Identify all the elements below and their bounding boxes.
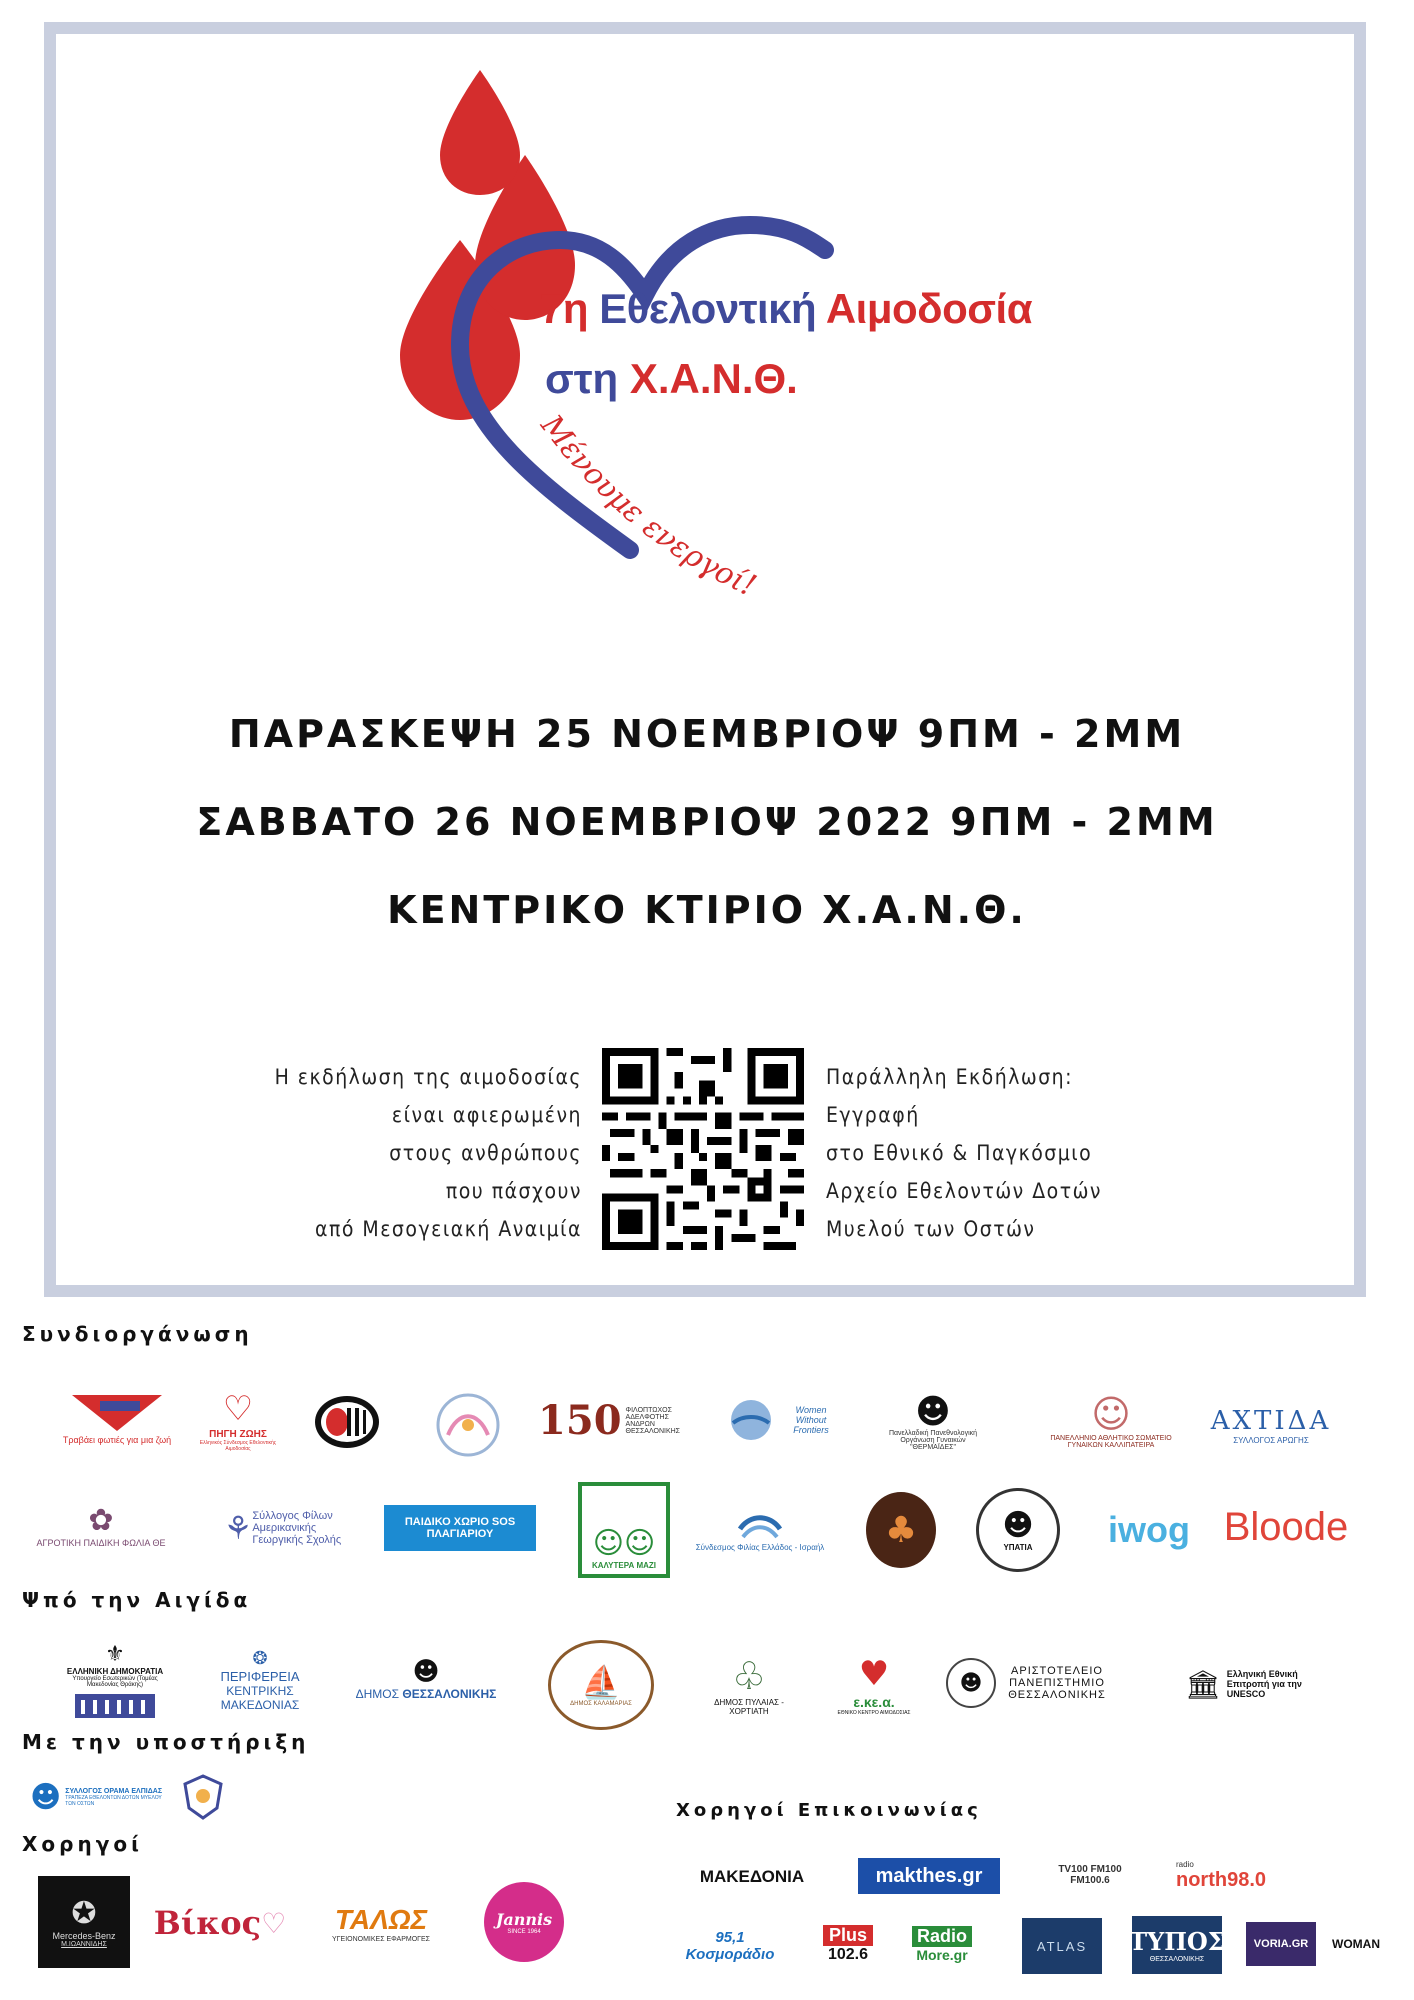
aristotle-seal-icon: ☻ bbox=[946, 1658, 996, 1708]
ship-icon: ⛵ bbox=[581, 1663, 621, 1701]
logo-woman: WOMAN bbox=[1332, 1937, 1380, 1951]
tree-columns-icon: ♧ bbox=[731, 1654, 767, 1698]
logo-typos: ΤΥΠΟΣ ΘΕΣΣΑΛΟΝΙΚΗΣ bbox=[1132, 1916, 1222, 1974]
logo-filoptochos-150: 150 ΦΙΛΟΠΤΩΧΟΣ ΑΔΕΛΦΟΤΗΣ ΑΝΔΡΩΝ ΘΕΣΣΑΛΟΝΙΚΗΣ bbox=[538, 1397, 680, 1444]
logo-thermaides: ☻ Πανελλαδική Πανεθνολογική Οργάνωση Γυναικών "ΘΕΡΜΑΪΔΕΣ" bbox=[888, 1392, 978, 1451]
filoptochos-icon bbox=[433, 1390, 503, 1460]
blood-heart-logo bbox=[340, 45, 860, 625]
logo-elliniki-dimokratia: ⚜ ΕΛΛΗΝΙΚΗ ΔΗΜΟΚΡΑΤΙΑ Υπουργείο Εσωτερικών (Τομέας Μακεδονίας Θράκης) bbox=[56, 1630, 174, 1730]
slogan-text: Μένουμε ενεργοί! bbox=[533, 408, 762, 604]
logo-sfag: ⚘ Σύλλογος Φίλων Αμερικανικής Γεωργικής Σχολής bbox=[223, 1508, 342, 1547]
logo-dimos-kalamarias: ⛵ ΔΗΜΟΣ ΚΑΛΑΜΑΡΙΑΣ bbox=[548, 1640, 654, 1730]
title-line-2: στη Χ.Α.Ν.Θ. bbox=[545, 355, 798, 402]
logo-sos-village: ΠΑΙΔΙΚΟ ΧΩΡΙΟ SOS ΠΛΑΓΙΑΡΙΟΥ bbox=[384, 1505, 536, 1551]
building-icon bbox=[75, 1688, 155, 1718]
mercedes-star-icon: ✪ bbox=[71, 1896, 97, 1931]
logo-kosmoradio: 95,1 Κοσμοράδιο bbox=[685, 1929, 775, 1963]
striped-circle-icon bbox=[311, 1390, 383, 1450]
flag-swirl-icon bbox=[735, 1509, 785, 1543]
shield-icon bbox=[183, 1774, 223, 1820]
logo-atlas: ATLAS bbox=[1022, 1918, 1102, 1974]
blood-drop-small bbox=[440, 70, 520, 195]
alexander-head-icon: ☻ bbox=[412, 1657, 440, 1687]
logo-axtida: ΑΧΤΙΔΑ ΣΥΛΛΟΓΟΣ ΑΡΩΓΗΣ bbox=[1210, 1405, 1332, 1445]
section-support: Με την υποστήριξη bbox=[22, 1730, 310, 1754]
section-media-sponsors: Χορηγοί Επικοινωνίας bbox=[676, 1800, 982, 1821]
logo-agrotiki-paidiki: ✿ ΑΓΡΟΤΙΚΗ ΠΑΙΔΙΚΗ ΦΩΛΙΑ ΘΕ bbox=[36, 1502, 166, 1548]
emblem-icon: ⚜ bbox=[105, 1642, 125, 1667]
logo-plus: Plus 102.6 bbox=[818, 1914, 878, 1974]
logo-tv100: TV100 FM100 FM100.6 bbox=[1058, 1864, 1122, 1886]
flower-icon: ✿ bbox=[88, 1502, 114, 1538]
ekea-heart-icon: ♥ bbox=[858, 1654, 890, 1694]
section-aegis: Ψπό την Αιγίδα bbox=[22, 1588, 252, 1612]
people-icon: ☻ bbox=[30, 1779, 62, 1815]
dedication-text: Η εκδήλωση της αιμοδοσίας είναι αφιερωμένη στους ανθρώπους που πάσχουν από Μεσογειακή Αναιμία bbox=[274, 1065, 582, 1241]
logo-kallipateira: ☺ ΠΑΝΕΛΛΗΝΙΟ ΑΘΛΗΤΙΚΟ ΣΩΜΑΤΕΙΟ ΓΥΝΑΙΚΩΝ ΚΑΛΛΙΠΑΤΕΙΡΑ bbox=[1050, 1391, 1172, 1449]
vikos-heart-icon: ♡ bbox=[261, 1906, 287, 1940]
logo-ypatia: ☻ ΥΠΑΤΙΑ bbox=[976, 1488, 1060, 1572]
section-sponsors: Χορηγοί bbox=[22, 1832, 143, 1856]
qr-code[interactable] bbox=[602, 1048, 804, 1250]
goddess-head-icon: ☺ bbox=[1091, 1391, 1131, 1436]
logo-makthes: makthes.gr bbox=[858, 1858, 1000, 1894]
logo-shield bbox=[180, 1772, 226, 1822]
logo-women-without-frontiers: Women Without Frontiers bbox=[706, 1385, 856, 1455]
logo-north98: radio north98.0 bbox=[1175, 1860, 1267, 1891]
logo-tree-circle bbox=[866, 1492, 936, 1568]
logo-pigi-zois: ♡ ΠΗΓΗ ΖΩΗΣ Ελληνικός Σύνδεσμος Εθελοντικής Αιμοδοσίας bbox=[199, 1388, 277, 1452]
event-venue: ΚΕΝΤΡΙΚΟ ΚΤΙΡΙΟ Χ.Α.Ν.Θ. bbox=[387, 888, 1027, 932]
bust-icon: ☻ bbox=[1002, 1508, 1034, 1543]
logo-mercedes: ✪ Mercedes-Benz Μ.ΙΩΑΝΝΙΔΗΣ bbox=[38, 1876, 130, 1968]
xanth-triangle-icon bbox=[72, 1395, 162, 1431]
tree-icon: ♣ bbox=[884, 1509, 918, 1551]
hands-globe-icon bbox=[721, 1395, 781, 1445]
logo-perifereia: ❂ ΠΕΡΙΦΕΡΕΙΑ ΚΕΝΤΡΙΚΗΣ ΜΑΚΕΔΟΝΙΑΣ bbox=[220, 1648, 300, 1712]
logo-israel-friendship: Σύνδεσμος Φιλίας Ελλάδος - Ισραήλ bbox=[690, 1500, 830, 1560]
logo-xanth: Τραβάει φωτιές για μια ζωή bbox=[62, 1385, 172, 1455]
kids-icon: ☺☺ bbox=[592, 1526, 656, 1561]
event-date-2: ΣΑΒΒΑΤΟ 26 ΝΟΕΜΒΡΙΟΨ 2022 9ΠΜ - 2ΜΜ bbox=[196, 800, 1218, 844]
lavender-icon: ⚘ bbox=[223, 1508, 253, 1547]
logo-ellinikos-syllogos bbox=[302, 1385, 392, 1455]
logo-ekea: ♥ ε.κε.α. ΕΘΝΙΚΟ ΚΕΝΤΡΟ ΑΙΜΟΔΟΣΙΑΣ bbox=[837, 1654, 911, 1716]
temple-icon: 🏛 bbox=[1185, 1667, 1221, 1701]
logo-dimos-pylaias: ♧ ΔΗΜΟΣ ΠΥΛΑΙΑΣ - ΧΟΡΤΙΑΤΗ bbox=[714, 1654, 784, 1716]
event-date-1: ΠΑΡΑΣΚΕΨΗ 25 ΝΟΕΜΒΡΙΟΨ 9ΠΜ - 2ΜΜ bbox=[228, 712, 1186, 756]
logo-makedonia: ΜΑΚΕΔΟΝΙΑ bbox=[699, 1867, 805, 1886]
logo-voria: VORIA.GR bbox=[1246, 1922, 1316, 1966]
logo-bloode: Bloode bbox=[1223, 1505, 1349, 1549]
title-line-1: 7η Εθελοντική Αιμοδοσία bbox=[540, 285, 1033, 332]
perifereia-emblem-icon: ❂ bbox=[252, 1648, 268, 1669]
logo-talos: ΤΑΛΩΣ ΥΓΕΙΟΝΟΜΙΚΕΣ ΕΦΑΡΜΟΓΕΣ bbox=[332, 1903, 430, 1943]
logo-filoptochos bbox=[426, 1385, 510, 1465]
logo-vikos: Βίκος ♡ bbox=[153, 1904, 287, 1942]
heart-icon: ♡ bbox=[222, 1388, 254, 1429]
logo-unesco: 🏛 Ελληνική Εθνική Επιτροπή για την UNESCO bbox=[1185, 1667, 1302, 1701]
logo-kalytera-mazi: ☺☺ ΚΑΛΥΤΕΡΑ ΜΑΖΙ bbox=[578, 1482, 670, 1578]
logo-jannis: Jannis SINCE 1964 bbox=[484, 1882, 564, 1962]
logo-orama-elpidas: ☻ ΣΥΛΛΟΓΟΣ ΟΡΑΜΑ ΕΛΠΙΔΑΣ ΤΡΑΠΕΖΑ ΕΘΕΛΟΝΤΩΝ ΔΟΤΩΝ ΜΥΕΛΟΥ ΤΩΝ ΟΣΤΩΝ bbox=[30, 1779, 163, 1815]
profile-icon: ☻ bbox=[915, 1392, 951, 1432]
logo-radio-more: Radio More.gr bbox=[908, 1914, 976, 1974]
section-coorganization: Συνδιοργάνωση bbox=[22, 1322, 253, 1346]
logo-auth: ☻ ΑΡΙΣΤΟΤΕΛΕΙΟ ΠΑΝΕΠΙΣΤΗΜΙΟ ΘΕΣΣΑΛΟΝΙΚΗΣ bbox=[944, 1650, 1114, 1716]
logo-dimos-thessalonikis: ☻ ΔΗΜΟΣ ΘΕΣΣΑΛΟΝΙΚΗΣ bbox=[355, 1657, 497, 1701]
logo-iwog: iwog bbox=[1108, 1509, 1190, 1550]
parallel-event-text: Παράλληλη Εκδήλωση: Εγγραφή στο Εθνικό & Παγκόσμιο Αρχείο Εθελοντών Δοτών Μυελού των Οστών bbox=[826, 1065, 1102, 1241]
